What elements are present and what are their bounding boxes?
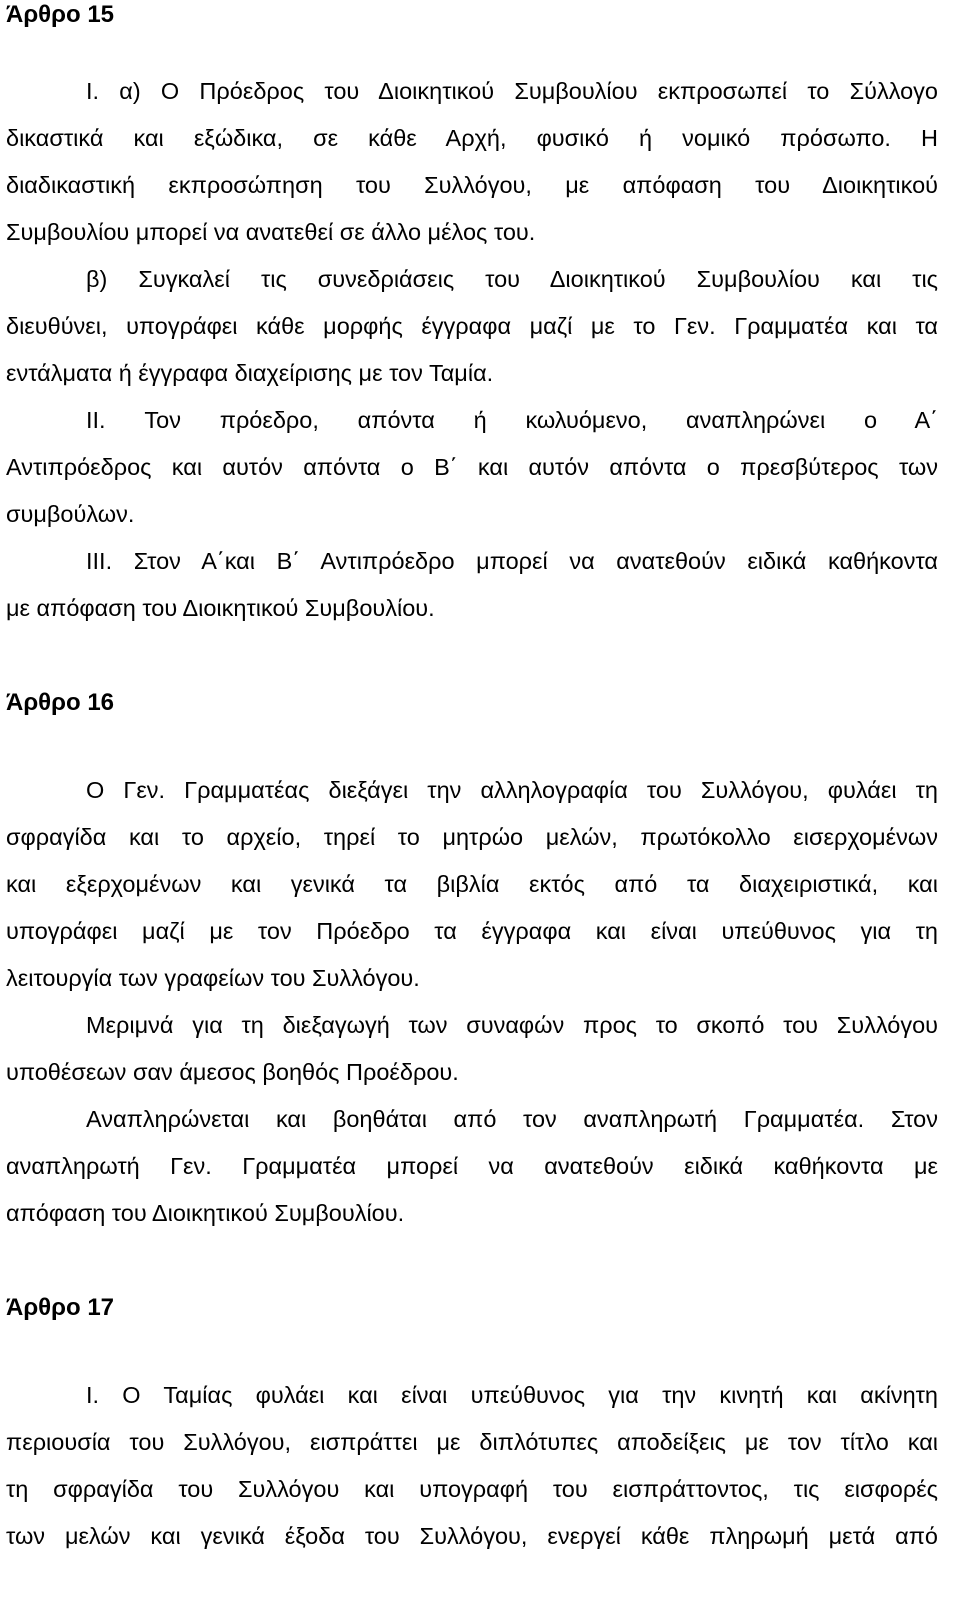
text-line: I. Ο Ταμίας φυλάει και είναι υπεύθυνος για την κινητή και ακίνητη xyxy=(86,1382,938,1408)
text-line: Ο Γεν. Γραμματέας διεξάγει την αλληλογραφία του Συλλόγου, φυλάει τη xyxy=(86,777,938,803)
text-line: διαδικαστική εκπροσώπηση του Συλλόγου, με απόφαση του Διοικητικού xyxy=(6,172,938,198)
text-line: Μεριμνά για τη διεξαγωγή των συναφών προς το σκοπό του Συλλόγου xyxy=(86,1012,938,1038)
text-line: δικαστικά και εξώδικα, σε κάθε Αρχή, φυσικό ή νομικό πρόσωπο. Η xyxy=(6,125,938,151)
text-line: λειτουργία των γραφείων του Συλλόγου. xyxy=(6,965,420,991)
article-heading: Άρθρο 17 xyxy=(6,1294,115,1321)
text-line: εντάλματα ή έγγραφα διαχείρισης με τον Ταμία. xyxy=(6,360,494,386)
article-16 xyxy=(6,688,938,1237)
text-line: υποθέσεων σαν άμεσος βοηθός Προέδρου. xyxy=(6,1059,459,1085)
article-heading: Άρθρο 16 xyxy=(6,689,115,716)
article-17 xyxy=(6,1293,938,1560)
text-line: II. Τον πρόεδρο, απόντα ή κωλυόμενο, αναπληρώνει ο Α΄ xyxy=(86,407,938,433)
text-line: διευθύνει, υπογράφει κάθε μορφής έγγραφα μαζί με το Γεν. Γραμματέα και τα xyxy=(6,313,938,339)
text-line: συμβούλων. xyxy=(6,501,135,527)
text-line: περιουσία του Συλλόγου, εισπράττει με διπλότυπες αποδείξεις με τον τίτλο και xyxy=(6,1429,938,1455)
text-line: I. α) Ο Πρόεδρος του Διοικητικού Συμβουλίου εκπροσωπεί το Σύλλογο xyxy=(86,78,938,104)
article-15 xyxy=(6,0,938,632)
text-line: απόφαση του Διοικητικού Συμβουλίου. xyxy=(6,1200,405,1226)
text-line: υπογράφει μαζί με τον Πρόεδρο τα έγγραφα και είναι υπεύθυνος για τη xyxy=(6,918,938,944)
text-line: Αναπληρώνεται και βοηθάται από τον αναπληρωτή Γραμματέα. Στον xyxy=(86,1106,938,1132)
text-line: με απόφαση του Διοικητικού Συμβουλίου. xyxy=(6,595,435,621)
text-line: III. Στον Α΄και Β΄ Αντιπρόεδρο μπορεί να ανατεθούν ειδικά καθήκοντα xyxy=(86,548,938,574)
text-line: τη σφραγίδα του Συλλόγου και υπογραφή του εισπράττοντος, τις εισφορές xyxy=(6,1476,938,1502)
text-line: αναπληρωτή Γεν. Γραμματέα μπορεί να ανατεθούν ειδικά καθήκοντα με xyxy=(6,1153,938,1179)
text-line: Συμβουλίου μπορεί να ανατεθεί σε άλλο μέλος του. xyxy=(6,219,536,245)
text-line: β) Συγκαλεί τις συνεδριάσεις του Διοικητικού Συμβουλίου και τις xyxy=(86,266,938,292)
text-line: και εξερχομένων και γενικά τα βιβλία εκτός από τα διαχειριστικά, και xyxy=(6,871,938,897)
document-page xyxy=(6,0,938,1560)
text-line: Αντιπρόεδρος και αυτόν απόντα ο Β΄ και αυτόν απόντα ο πρεσβύτερος των xyxy=(6,454,938,480)
text-line: των μελών και γενικά έξοδα του Συλλόγου, ενεργεί κάθε πληρωμή μετά από xyxy=(6,1523,938,1549)
text-line: σφραγίδα και το αρχείο, τηρεί το μητρώο μελών, πρωτόκολλο εισερχομένων xyxy=(6,824,938,850)
article-heading: Άρθρο 15 xyxy=(6,1,115,28)
